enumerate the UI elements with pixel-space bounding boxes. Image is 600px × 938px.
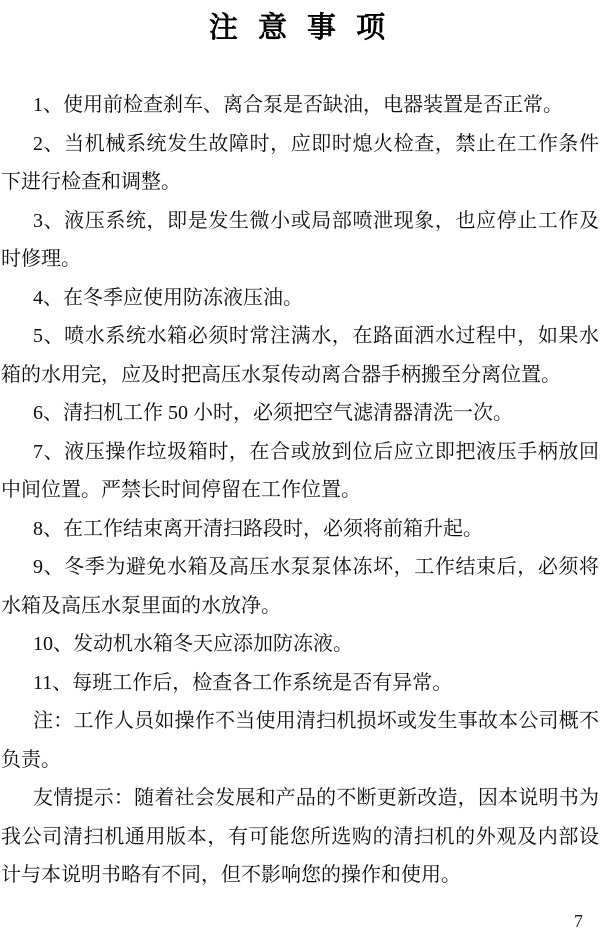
notice-item: 9、冬季为避免水箱及高压水泵泵体冻坏，工作结束后，必须将水箱及高压水泵里面的水放净。 xyxy=(1,556,599,617)
notice-item: 11、每班工作后，检查各工作系统是否有异常。 xyxy=(33,671,453,694)
page-number: 7 xyxy=(574,911,583,931)
notice-item: 注：工作人员如操作不当使用清扫机损坏或发生事故本公司概不负责。 xyxy=(1,710,599,771)
notice-item: 6、清扫机工作 50 小时，必须把空气滤清器清洗一次。 xyxy=(33,402,513,424)
notice-item: 1、使用前检查刹车、离合泵是否缺油，电器装置是否正常。 xyxy=(33,94,563,116)
notice-item: 5、喷水系统水箱必须时常注满水，在路面洒水过程中，如果水箱的水用完，应及时把高压水泵传动离合器手柄搬至分离位置。 xyxy=(1,325,599,386)
notice-item: 8、在工作结束离开清扫路段时，必须将前箱升起。 xyxy=(33,517,483,540)
notice-item: 4、在冬季应使用防冻液压油。 xyxy=(33,286,303,309)
notice-item: 2、当机械系统发生故障时，应即时熄火检查，禁止在工作条件下进行检查和调整。 xyxy=(1,132,599,193)
notice-list xyxy=(0,86,600,895)
notice-item: 10、发动机水箱冬天应添加防冻液。 xyxy=(33,633,353,655)
page-title: 注 意 事 项 xyxy=(208,12,392,44)
notice-item: 3、液压系统，即是发生微小或局部喷泄现象，也应停止工作及时修理。 xyxy=(1,209,599,270)
notice-item: 友情提示：随着社会发展和产品的不断更新改造，因本说明书为我公司清扫机通用版本，有可能您所选购的清扫机的外观及内部设计与本说明书略有不同，但不影响您的操作和使用。 xyxy=(1,787,599,886)
notice-item: 7、液压操作垃圾箱时，在合或放到位后应立即把液压手柄放回中间位置。严禁长时间停留在工作位置。 xyxy=(1,440,599,501)
